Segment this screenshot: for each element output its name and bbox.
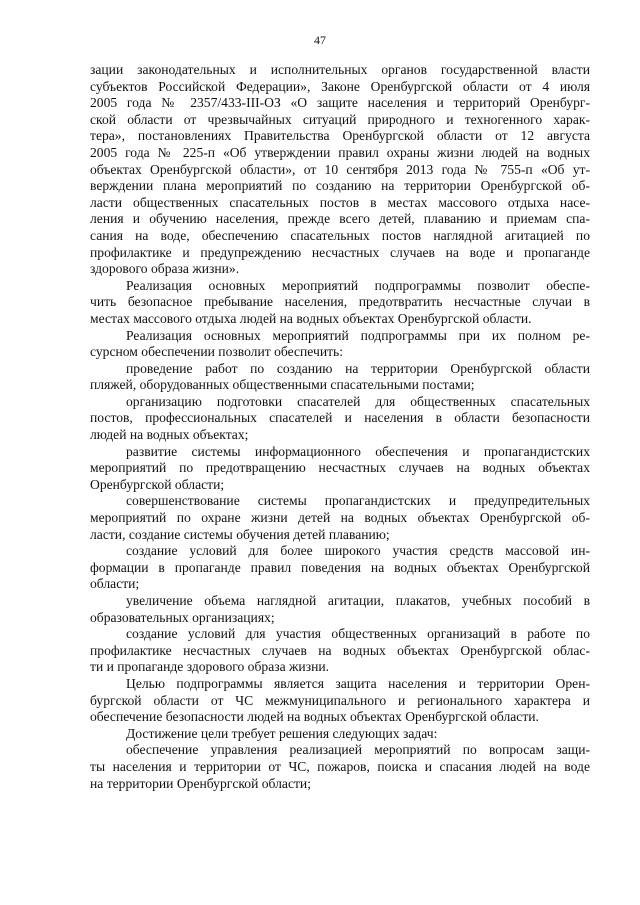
text-line: создание условий для участия общественных организаций в работе по bbox=[126, 626, 590, 642]
text-line: бургской области от ЧС межмуниципального и регионального характера и bbox=[90, 692, 590, 708]
text-line: на территории Оренбургской области; bbox=[90, 775, 311, 791]
text-line: области; bbox=[90, 576, 140, 592]
paragraph bbox=[90, 278, 590, 328]
page-number: 47 bbox=[314, 33, 326, 47]
document-body bbox=[90, 62, 590, 792]
text-line: Достижение цели требует решения следующих задач: bbox=[126, 725, 438, 741]
text-line: формации в пропаганде правил поведения на водных объектах Оренбургской bbox=[90, 559, 590, 575]
text-line: тера», постановлениях Правительства Оренбургской области от 12 августа bbox=[90, 128, 590, 144]
paragraph bbox=[90, 493, 590, 543]
text-line: субъектов Российской Федерации», Законе Оренбургской области от 4 июля bbox=[90, 78, 590, 94]
text-line: профилактике и предупреждению несчастных случаев на воде и пропаганде bbox=[90, 244, 590, 260]
text-line: ласти общественных спасательных постов в местах массового отдыха насе- bbox=[90, 194, 590, 210]
paragraph bbox=[90, 328, 590, 361]
text-line: образовательных организациях; bbox=[90, 609, 275, 625]
text-line: обеспечение безопасности людей на водных объектах Оренбургской области. bbox=[90, 709, 539, 725]
text-line: верждении плана мероприятий по созданию на территории Оренбургской об- bbox=[90, 178, 590, 194]
paragraph bbox=[90, 444, 590, 494]
text-line: мероприятий по предотвращению несчастных случаев на водных объектах bbox=[90, 460, 590, 476]
paragraph bbox=[90, 543, 590, 593]
text-line: проведение работ по созданию на территории Оренбургской области bbox=[126, 360, 590, 376]
text-line: профилактике несчастных случаев на водных объектах Оренбургской облас- bbox=[90, 642, 590, 658]
text-line: ласти, создание системы обучения детей плаванию; bbox=[90, 526, 390, 542]
text-line: сания на воде, обеспечению спасательных постов наглядной агитацией по bbox=[90, 227, 590, 243]
paragraph bbox=[90, 626, 590, 676]
text-line: ты населения и территории от ЧС, пожаров, поиска и спасания людей на воде bbox=[90, 758, 590, 774]
text-line: ской области от чрезвычайных ситуаций природного и техногенного харак- bbox=[90, 111, 590, 127]
text-line: объектах Оренбургской области», от 10 сентября 2013 года № 755-п «Об ут- bbox=[90, 161, 590, 177]
paragraph bbox=[90, 676, 590, 726]
text-line: 2005 года № 225-п «Об утверждении правил охраны жизни людей на водных bbox=[90, 144, 590, 160]
paragraph bbox=[90, 726, 590, 743]
text-line: мероприятий по охране жизни детей на водных объектах Оренбургской об- bbox=[90, 510, 590, 526]
text-line: местах массового отдыха людей на водных объектах Оренбургской области. bbox=[90, 310, 532, 326]
text-line: организацию подготовки спасателей для общественных спасательных bbox=[126, 393, 590, 409]
paragraph bbox=[90, 394, 590, 444]
paragraph bbox=[90, 361, 590, 394]
text-line: пляжей, оборудованных общественными спасательными постами; bbox=[90, 377, 475, 393]
paragraph bbox=[90, 593, 590, 626]
text-line: сурсном обеспечении позволит обеспечить: bbox=[90, 344, 344, 360]
text-line: ти и пропаганде здорового образа жизни. bbox=[90, 659, 330, 675]
text-line: развитие системы информационного обеспечения и пропагандистских bbox=[126, 443, 590, 459]
text-line: Реализация основных мероприятий подпрограммы при их полном ре- bbox=[126, 327, 590, 343]
text-line: постов, профессиональных спасателей и населения в области безопасности bbox=[90, 410, 590, 426]
text-line: людей на водных объектах; bbox=[90, 427, 249, 443]
paragraph bbox=[90, 742, 590, 792]
text-line: Реализация основных мероприятий подпрограммы позволит обеспе- bbox=[126, 277, 590, 293]
text-line: зации законодательных и исполнительных органов государственной власти bbox=[90, 62, 590, 77]
text-line: ления и обучению населения, прежде всего детей, плаванию и приемам спа- bbox=[90, 211, 590, 227]
text-line: Оренбургской области; bbox=[90, 476, 225, 492]
paragraph bbox=[90, 62, 590, 278]
text-line: здорового образа жизни». bbox=[90, 261, 240, 277]
text-line: совершенствование системы пропагандистских и предупредительных bbox=[126, 493, 590, 509]
text-line: обеспечение управления реализацией мероприятий по вопросам защи- bbox=[126, 742, 590, 758]
text-line: увеличение объема наглядной агитации, плакатов, учебных пособий в bbox=[126, 593, 590, 608]
text-line: 2005 года № 2357/433-III-ОЗ «О защите населения и территорий Оренбург- bbox=[90, 95, 590, 111]
text-line: создание условий для более широкого участия средств массовой ин- bbox=[126, 543, 590, 559]
text-line: чить безопасное пребывание населения, предотвратить несчастные случаи в bbox=[90, 294, 590, 310]
text-line: Целью подпрограммы является защита населения и территории Орен- bbox=[126, 675, 590, 691]
